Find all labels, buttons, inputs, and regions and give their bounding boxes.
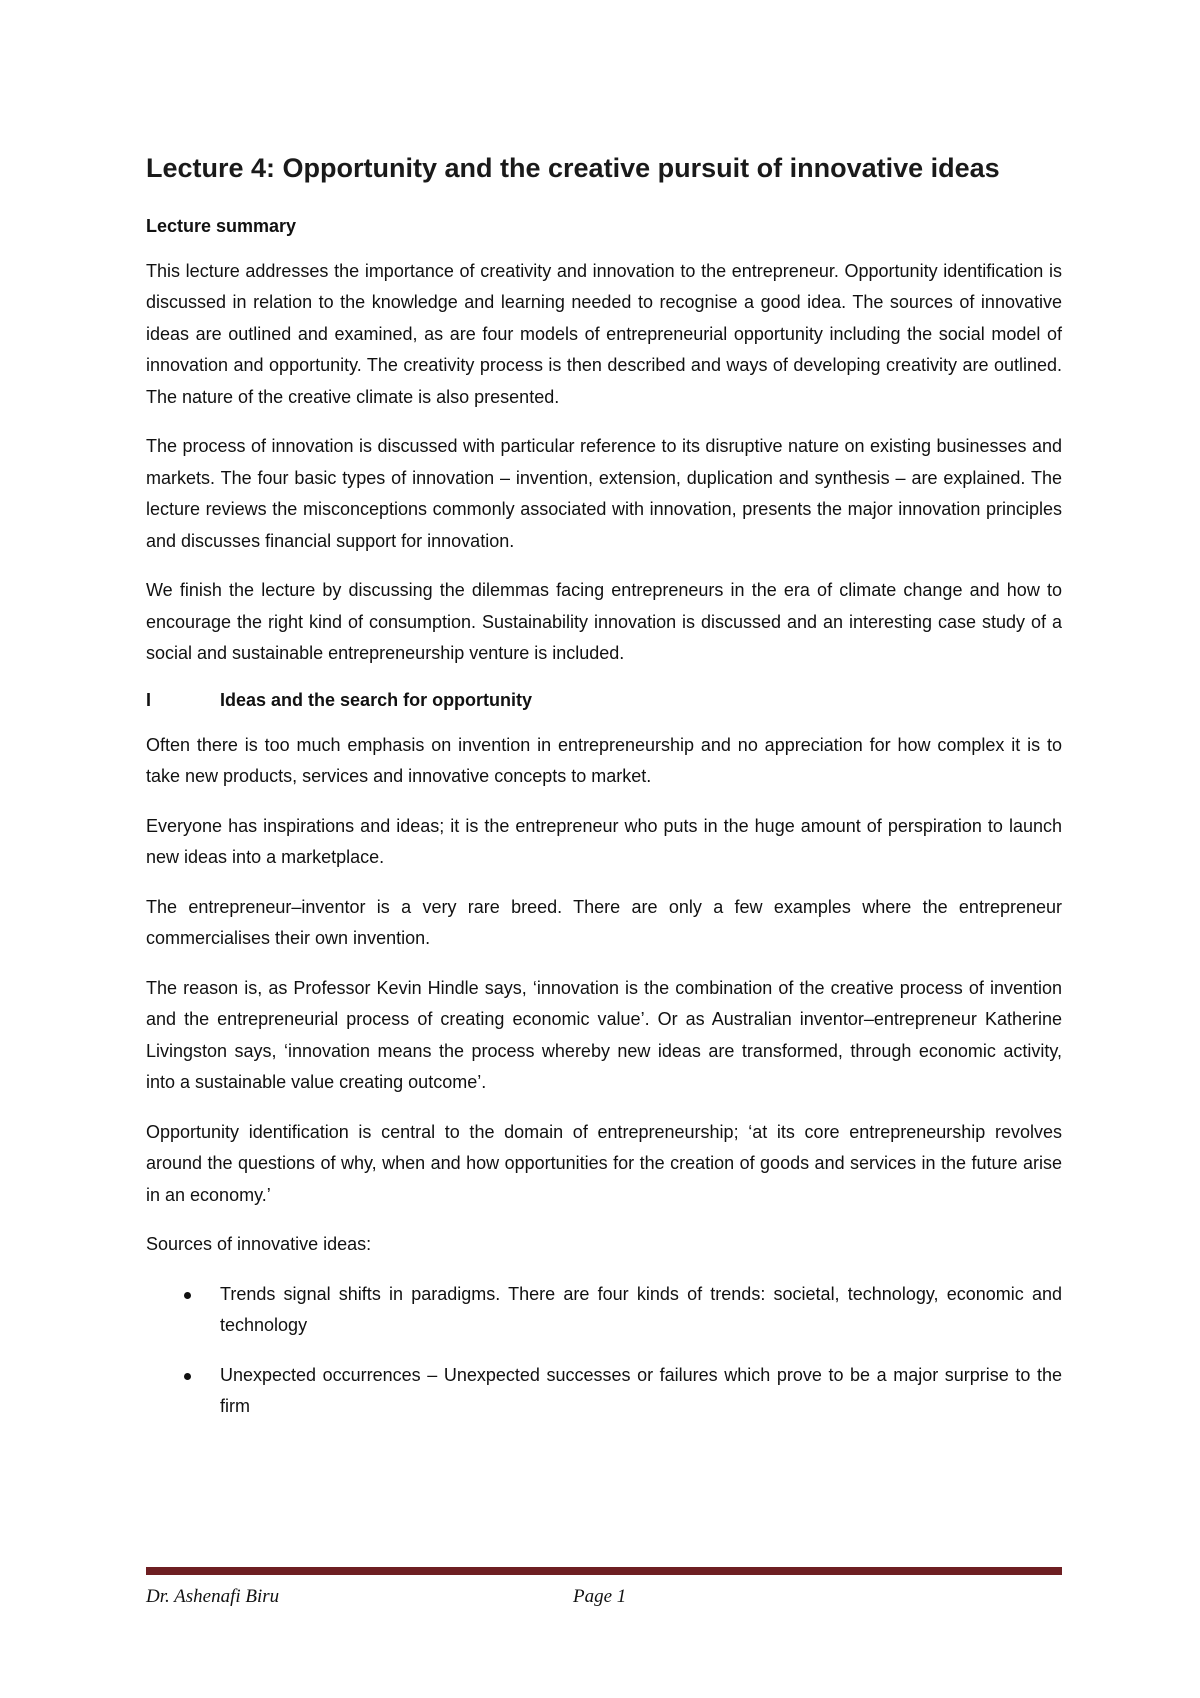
sources-list [146,1279,1062,1423]
section-title: Ideas and the search for opportunity [220,689,533,710]
list-item-text: Unexpected occurrences – Unexpected successes or failures which prove to be a major surprise to the firm [220,1364,1062,1417]
page-content [146,140,1062,1441]
body-paragraph: The reason is, as Professor Kevin Hindle says, ‘innovation is the combination of the creative process of invention and the entrepreneurial process of creating economic value’. Or as Australian inventor–entrepreneur Katherine Livingston says, ‘innovation means the process whereby new ideas are transformed, through economic activity, into a sustainable value creating outcome’. [146,977,1062,1093]
section-heading [146,688,1062,713]
list-item-text: Trends signal shifts in paradigms. There are four kinds of trends: societal, technology, economic and technology [220,1283,1062,1336]
footer-author: Dr. Ashenafi Biru [146,1586,280,1607]
body-paragraph: Opportunity identification is central to the domain of entrepreneurship; ‘at its core entrepreneurship revolves around the questions of why, when and how opportunities for the creation of goods and services in the future arise in an economy.’ [146,1121,1062,1205]
bullet-icon [184,1292,191,1299]
footer-divider [146,1567,1062,1575]
section-number: I [146,689,152,710]
sources-intro: Sources of innovative ideas: [146,1234,372,1255]
body-paragraph: The entrepreneur–inventor is a very rare breed. There are only a few examples where the entrepreneur commercialises their own invention. [146,896,1062,949]
summary-paragraph: We finish the lecture by discussing the dilemmas facing entrepreneurs in the era of climate change and how to encourage the right kind of consumption. Sustainability innovation is discussed and an interesting case study of a social and sustainable entrepreneurship venture is included. [146,580,1062,664]
body-paragraph: Often there is too much emphasis on invention in entrepreneurship and no appreciation for how complex it is to take new products, services and innovative concepts to market. [146,734,1062,787]
body-paragraph: Everyone has inspirations and ideas; it is the entrepreneur who puts in the huge amount of perspiration to launch new ideas into a marketplace. [146,815,1062,868]
footer-page-number: Page 1 [573,1586,627,1607]
summary-paragraph: The process of innovation is discussed with particular reference to its disruptive nature on existing businesses and markets. The four basic types of innovation – invention, extension, duplication and synthesis – are explained. The lecture reviews the misconceptions commonly associated with innovation, presents the major innovation principles and discusses financial support for innovation. [146,436,1062,551]
list-item [146,1360,1062,1423]
page-title: Lecture 4: Opportunity and the creative pursuit of innovative ideas [146,153,1000,183]
summary-paragraph: This lecture addresses the importance of creativity and innovation to the entrepreneur. Opportunity identification is discussed in relation to the knowledge and learning needed to recognise a good idea. The sources of innovative ideas are outlined and examined, as are four models of entrepreneurial opportunity including the social model of innovation and opportunity. The creativity process is then described and ways of developing creativity are outlined. The nature of the creative climate is also presented. [146,260,1062,407]
list-item [146,1279,1062,1342]
bullet-icon [184,1373,191,1380]
summary-heading: Lecture summary [146,216,297,237]
